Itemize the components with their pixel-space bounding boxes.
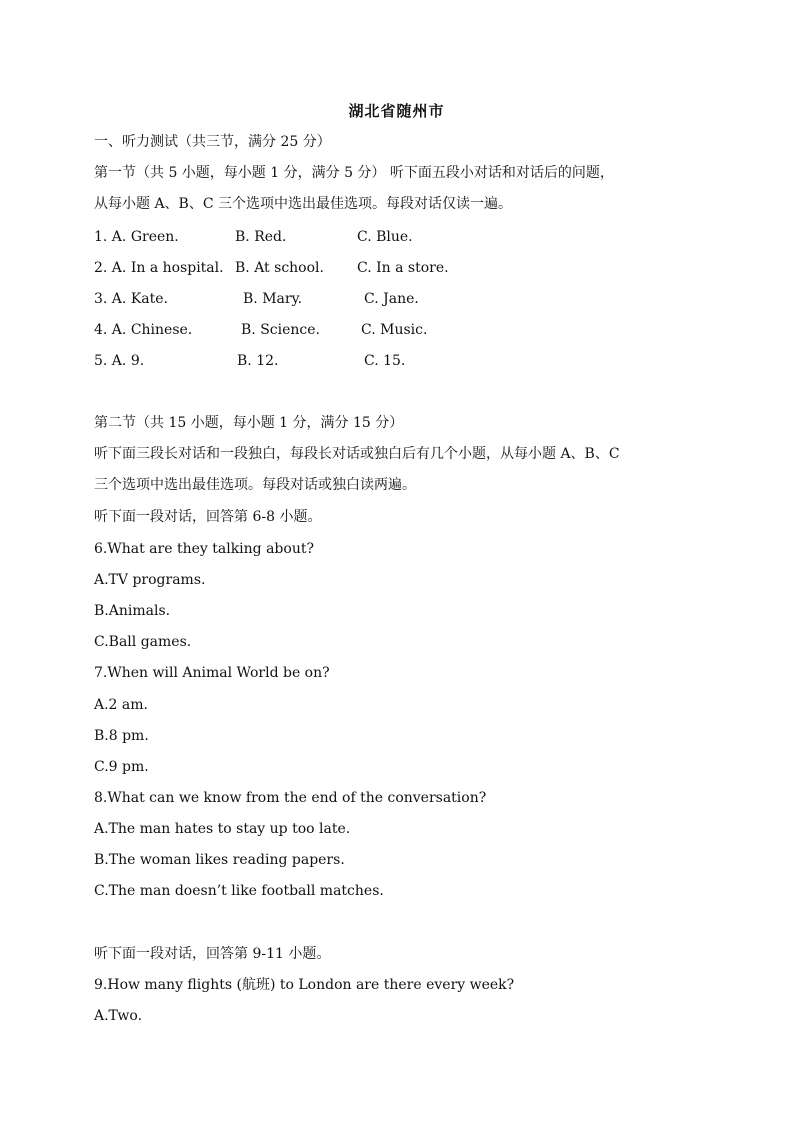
question-8: 8.What can we know from the end of the conversation? — [94, 790, 487, 806]
dialog1-instruction: 听下面一段对话，回答第 6-8 小题。 — [94, 509, 322, 525]
part1-intro-line2: 从每小题 A、B、C 三个选项中选出最佳选项。每段对话仅读一遍。 — [94, 196, 513, 212]
question-6-option-b: B.Animals. — [94, 603, 171, 619]
question-7-option-b: B.8 pm. — [94, 728, 149, 744]
question-8-option-c: C.The man doesn’t like football matches. — [94, 883, 384, 899]
question-8-option-a: A.The man hates to stay up too late. — [94, 821, 351, 837]
option-a: 2. A. In a hospital. — [94, 260, 224, 276]
question-7-option-a: A.2 am. — [94, 697, 148, 713]
option-c: C. 15. — [364, 353, 406, 369]
option-c: C. Jane. — [364, 291, 419, 307]
option-b: B. Red. — [235, 229, 287, 245]
option-c: C. In a store. — [357, 260, 449, 276]
option-b: B. At school. — [235, 260, 324, 276]
part2-heading: 第二节（共 15 小题，每小题 1 分，满分 15 分） — [94, 415, 404, 431]
part2-intro-line1: 听下面三段长对话和一段独白，每段长对话或独白后有几个小题，从每小题 A、B、C — [94, 446, 620, 462]
page-title: 湖北省随州市 — [348, 102, 445, 120]
option-a: 5. A. 9. — [94, 353, 145, 369]
question-7-option-c: C.9 pm. — [94, 759, 149, 775]
option-b: B. Science. — [241, 322, 320, 338]
question-9: 9.How many flights (航班) to London are there every week? — [94, 977, 515, 993]
option-b: B. Mary. — [243, 291, 303, 307]
section1-heading: 一、听力测试（共三节，满分 25 分） — [94, 134, 331, 150]
option-a: 3. A. Kate. — [94, 291, 168, 307]
part2-intro-line2: 三个选项中选出最佳选项。每段对话或独白读两遍。 — [94, 477, 416, 493]
option-a: 1. A. Green. — [94, 229, 179, 245]
question-6: 6.What are they talking about? — [94, 541, 314, 557]
question-8-option-b: B.The woman likes reading papers. — [94, 852, 345, 868]
option-b: B. 12. — [237, 353, 279, 369]
option-a: 4. A. Chinese. — [94, 322, 193, 338]
question-6-option-c: C.Ball games. — [94, 634, 192, 650]
question-6-option-a: A.TV programs. — [94, 572, 206, 588]
option-c: C. Music. — [361, 322, 428, 338]
dialog2-instruction: 听下面一段对话，回答第 9-11 小题。 — [94, 946, 331, 962]
question-7: 7.When will Animal World be on? — [94, 665, 330, 681]
part1-intro-line1: 第一节（共 5 小题，每小题 1 分，满分 5 分） 听下面五段小对话和对话后的问题， — [94, 165, 614, 181]
question-9-option-a: A.Two. — [94, 1008, 143, 1024]
option-c: C. Blue. — [357, 229, 413, 245]
